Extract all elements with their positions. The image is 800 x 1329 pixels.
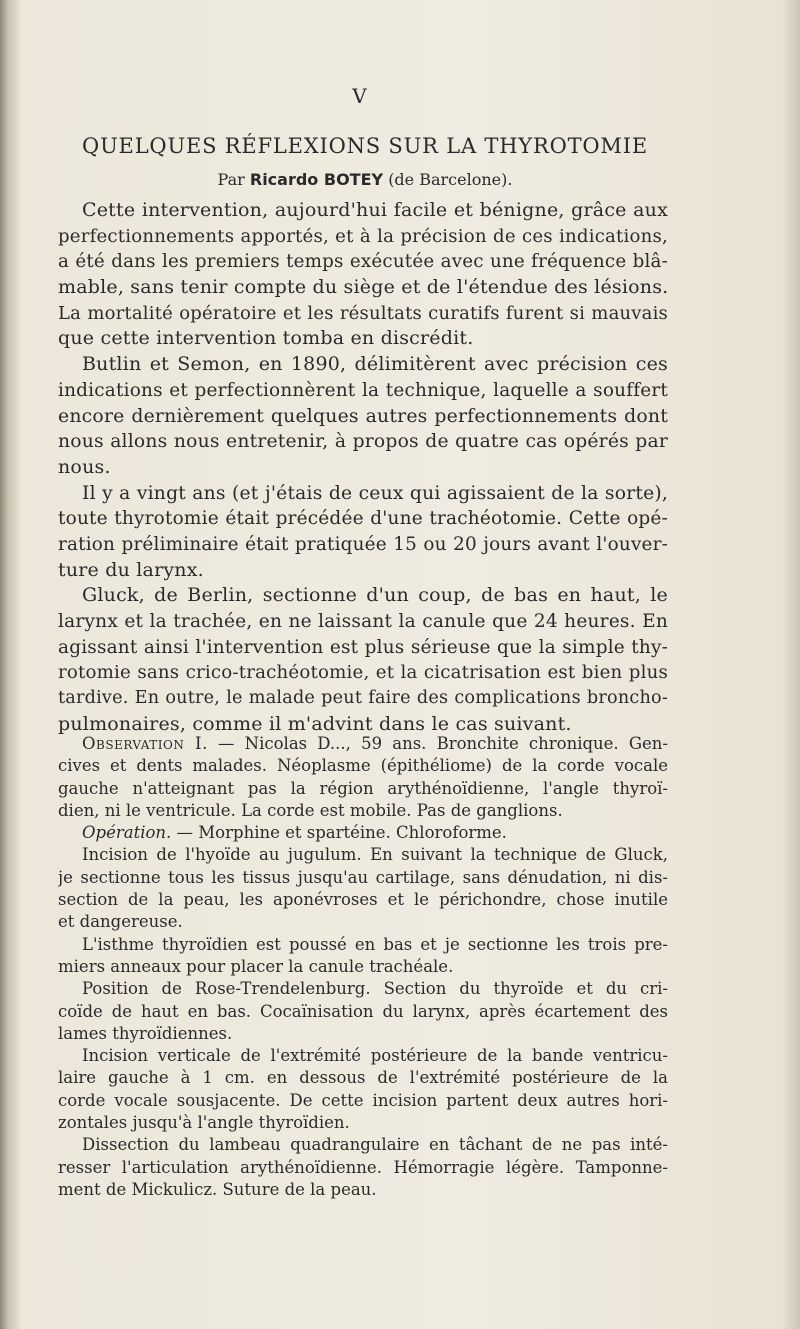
text-line: mable, sans tenir compte du siège et de l'étendue des lésions. — [58, 276, 668, 299]
text-line: nous. — [58, 455, 111, 478]
byline-prefix: Par — [217, 170, 245, 189]
author-affiliation: (de Barcelone). — [388, 170, 513, 189]
text-line: cives et dents malades. Néoplasme (épithéliome) de la corde vocale — [58, 756, 668, 776]
text-line: ture du larynx. — [58, 558, 204, 581]
byline — [110, 170, 620, 189]
text-line: ration préliminaire était pratiquée 15 ou 20 jours avant l'ouver- — [58, 533, 668, 555]
text-line: pulmonaires, comme il m'advint dans le cas suivant. — [58, 712, 572, 735]
text-line: Cette intervention, aujourd'hui facile et bénigne, grâce aux — [82, 199, 668, 221]
text-line — [58, 733, 668, 755]
chapter-number: V — [352, 84, 368, 108]
text-line: Butlin et Semon, en 1890, délimitèrent avec précision ces — [82, 353, 668, 376]
text-line: Incision verticale de l'extrémité postérieure de la bande ventricu- — [82, 1046, 668, 1066]
text-line: ment de Mickulicz. Suture de la peau. — [58, 1179, 377, 1199]
text-line: je sectionne tous les tissus jusqu'au cartilage, sans dénudation, ni dis- — [58, 867, 668, 887]
text-line: lames thyroïdiennes. — [58, 1023, 233, 1043]
text-line: laire gauche à 1 cm. en dessous de l'extrémité postérieure de la — [58, 1068, 668, 1088]
text-line: resser l'articulation arythénoïdienne. Hémorragie légère. Tamponne- — [58, 1157, 668, 1177]
observation-label: Observation I. — [82, 734, 208, 753]
text-line: nous allons nous entretenir, à propos de quatre cas opérés par — [58, 431, 668, 453]
text-line: zontales jusqu'à l'angle thyroïdien. — [58, 1113, 350, 1133]
text-line: que cette intervention tomba en discrédit. — [58, 327, 474, 350]
text-line: toute thyrotomie était précédée d'une trachéotomie. Cette opé- — [58, 508, 668, 530]
text-line: larynx et la trachée, en ne laissant la canule que 24 heures. En — [58, 611, 668, 632]
text-line: agissant ainsi l'intervention est plus sérieuse que la simple thy- — [58, 636, 668, 658]
text-line: section de la peau, les aponévroses et le périchondre, chose inutile — [58, 890, 668, 910]
text-line: indications et perfectionnèrent la technique, laquelle a souffert — [58, 379, 668, 401]
observation-intro: — Nicolas D..., 59 ans. Bronchite chronique. Gen- — [207, 734, 668, 753]
article-title: QUELQUES RÉFLEXIONS SUR LA THYROTOMIE — [82, 134, 648, 158]
text-line: encore dernièrement quelques autres perfectionnements dont — [58, 405, 668, 427]
text-line: dien, ni le ventricule. La corde est mobile. Pas de ganglions. — [58, 800, 563, 820]
text-line: gauche n'atteignant pas la région arythénoïdienne, l'angle thyroï- — [58, 778, 668, 798]
text-line: La mortalité opératoire et les résultats curatifs furent si mauvais — [58, 302, 668, 324]
text-line: Dissection du lambeau quadrangulaire en tâchant de ne pas inté- — [82, 1135, 668, 1155]
text-line: perfectionnements apportés, et à la précision de ces indications, — [58, 225, 668, 247]
text-line: a été dans les premiers temps exécutée avec une fréquence blâ- — [58, 251, 668, 273]
body-text — [58, 198, 668, 737]
text-line: L'isthme thyroïdien est poussé en bas et je sectionne les trois pre- — [82, 934, 668, 954]
text-line: tardive. En outre, le malade peut faire des complications broncho- — [58, 688, 668, 709]
text-line: rotomie sans crico-trachéotomie, et la cicatrisation est bien plus — [58, 662, 668, 684]
text-line: corde vocale sousjacente. De cette incision partent deux autres hori- — [58, 1090, 668, 1110]
text-line: Gluck, de Berlin, sectionne d'un coup, de bas en haut, le — [82, 584, 668, 607]
text-line: Incision de l'hyoïde au jugulum. En suivant la technique de Gluck, — [82, 845, 668, 865]
observation-text — [58, 733, 668, 1201]
text-line: Position de Rose-Trendelenburg. Section du thyroïde et du cri- — [82, 979, 668, 999]
text-line: miers anneaux pour placer la canule trachéale. — [58, 956, 454, 976]
author-name: Ricardo BOTEY — [249, 170, 384, 189]
text-line — [58, 822, 668, 844]
text-line: et dangereuse. — [58, 912, 183, 932]
operation-label: Opération. — [82, 823, 172, 843]
text-line: coïde de haut en bas. Cocaïnisation du larynx, après écartement des — [58, 1001, 668, 1021]
operation-intro: — Morphine et spartéine. Chloroforme. — [171, 823, 507, 843]
text-line: Il y a vingt ans (et j'étais de ceux qui agissaient de la sorte), — [82, 482, 668, 504]
